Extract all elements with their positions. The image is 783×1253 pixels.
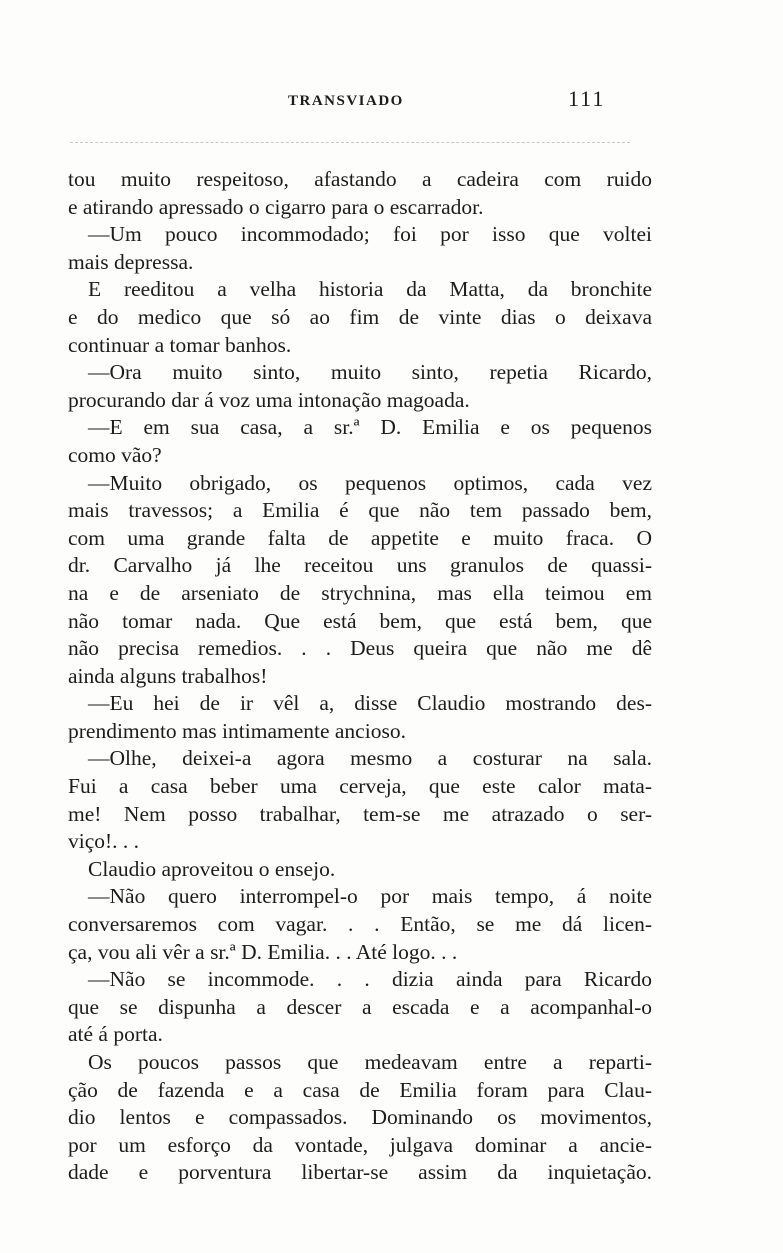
text-line: —Ora muito sinto, muito sinto, repetia Ricardo, [88, 360, 652, 385]
text-line: com uma grande falta de appetite e muito fraca. O [68, 525, 652, 550]
text-line: E reeditou a velha historia da Matta, da bronchite [88, 277, 652, 302]
text-line: e atirando apressado o cigarro para o escarrador. [68, 194, 484, 219]
text-line: —Eu hei de ir vêl a, disse Claudio mostrando des- [88, 691, 652, 716]
text-line: dio lentos e compassados. Dominando os movimentos, [68, 1105, 652, 1130]
text-line: por um esforço da vontade, julgava dominar a ancie- [68, 1132, 652, 1157]
text-line: ção de fazenda e a casa de Emilia foram para Clau- [68, 1077, 652, 1102]
text-line: conversaremos com vagar. . . Então, se me dá licen- [68, 912, 652, 937]
text-line: até á porta. [68, 1022, 163, 1047]
text-line: dr. Carvalho já lhe receitou uns granulos de quassi- [68, 553, 652, 578]
text-line: prendimento mas intimamente ancioso. [68, 718, 406, 743]
text-line: viço!. . . [68, 829, 140, 854]
text-line: Claudio aproveitou o ensejo. [88, 856, 336, 881]
text-line: que se dispunha a descer a escada e a acompanhal-o [68, 994, 652, 1019]
text-line: —Olhe, deixei-a agora mesmo a costurar na sala. [88, 746, 652, 771]
text-line: continuar a tomar banhos. [68, 332, 292, 357]
text-line: tou muito respeitoso, afastando a cadeira com ruido [68, 167, 652, 191]
text-line: me! Nem posso trabalhar, tem-se me atrazado o ser- [68, 801, 652, 826]
text-line: não tomar nada. Que está bem, que está bem, que [68, 608, 652, 633]
header-divider [70, 142, 630, 143]
text-line: não precisa remedios. . . Deus queira que não me dê [68, 636, 652, 661]
text-line: —Não se incommode. . . dizia ainda para Ricardo [88, 967, 652, 992]
text-line: —Não quero interrompel-o por mais tempo, á noite [88, 884, 652, 909]
text-line: procurando dar á voz uma intonação magoada. [68, 387, 470, 412]
text-line: dade e porventura libertar-se assim da inquietação. [68, 1160, 652, 1185]
body-text [68, 166, 652, 1187]
text-line: e do medico que só ao fim de vinte dias o deixava [68, 304, 652, 329]
text-line: Fui a casa beber uma cerveja, que este calor mata- [68, 774, 652, 799]
text-line: mais depressa. [68, 249, 194, 274]
text-line: Os poucos passos que medeavam entre a reparti- [88, 1050, 652, 1074]
text-line: como vão? [68, 442, 162, 467]
text-line: —E em sua casa, a sr.ª D. Emilia e os pequenos [88, 415, 652, 440]
page-number: 111 [568, 86, 606, 111]
text-line: ainda alguns trabalhos! [68, 663, 268, 688]
text-line: ça, vou ali vêr a sr.ª D. Emilia. . . Até logo. . . [68, 939, 458, 964]
text-line: —Muito obrigado, os pequenos optimos, cada vez [88, 470, 652, 495]
running-title: TRANSVIADO [288, 93, 404, 109]
text-line: mais travessos; a Emilia é que não tem passado bem, [68, 498, 652, 523]
text-line: —Um pouco incommodado; foi por isso que voltei [88, 222, 652, 247]
text-line: na e de arseniato de strychnina, mas ella teimou em [68, 580, 652, 605]
